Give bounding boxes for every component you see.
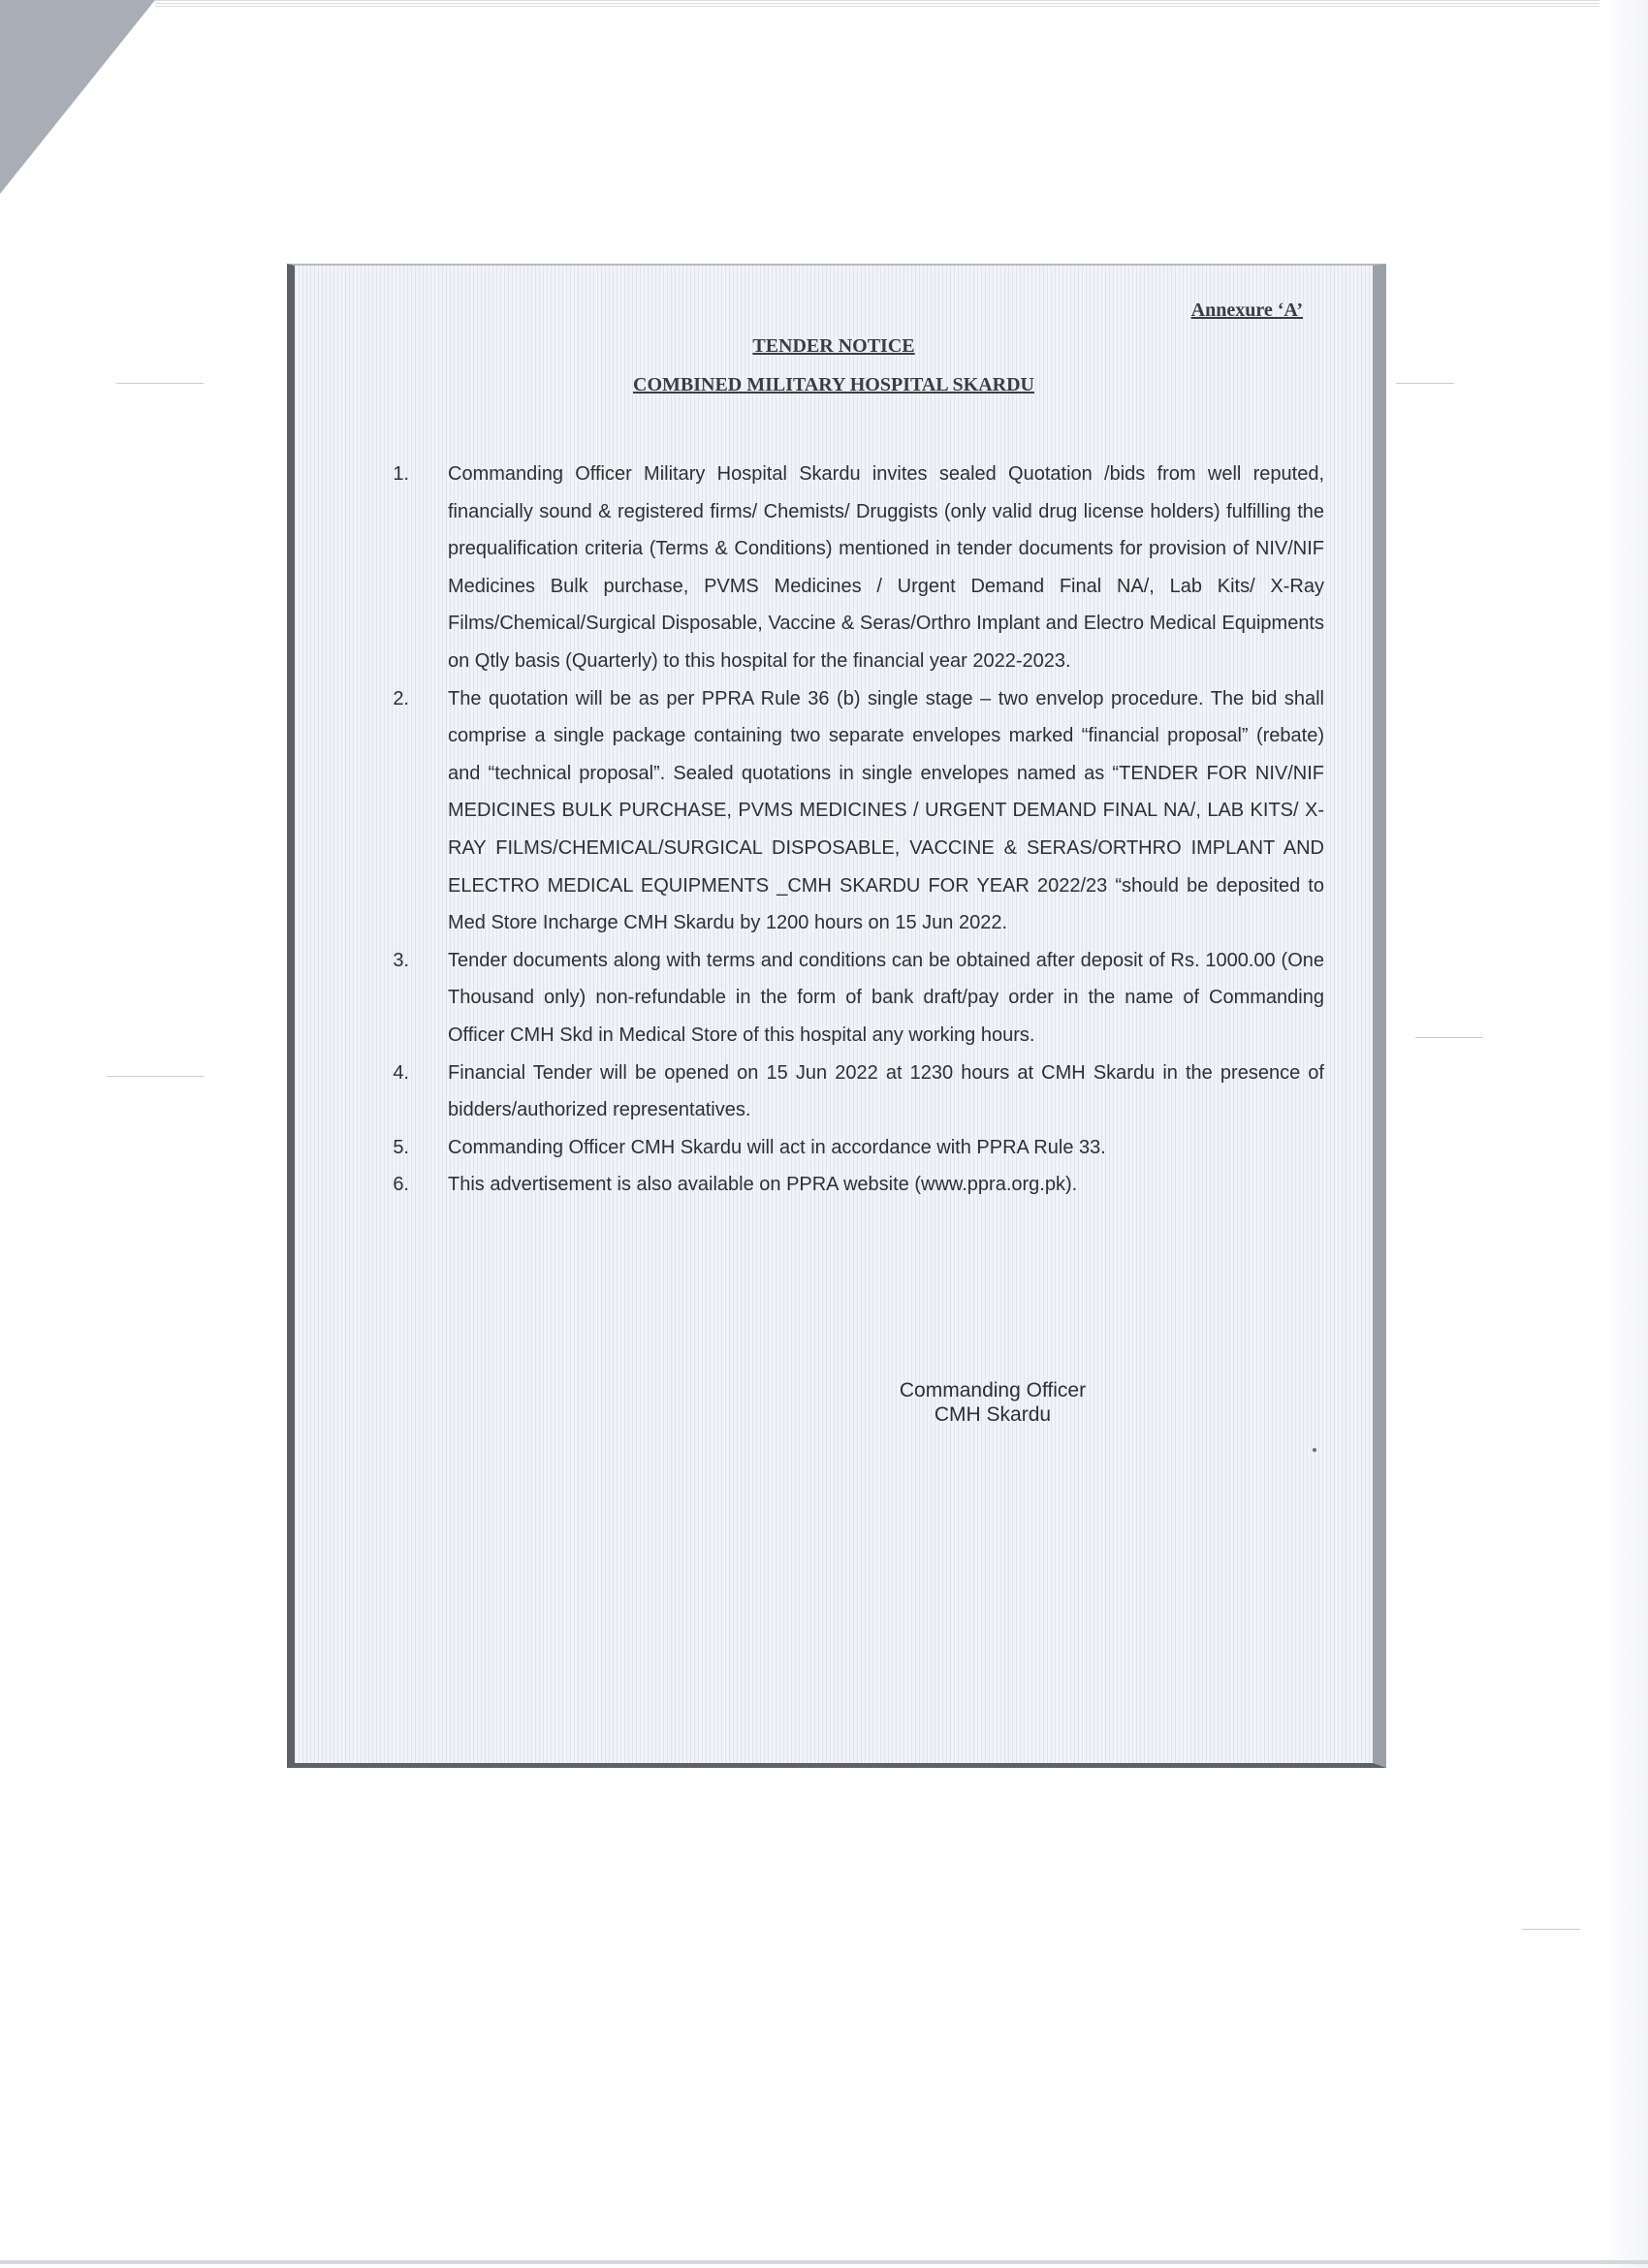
- notice-item-6: [382, 1166, 1324, 1204]
- item-text: The quotation will be as per PPRA Rule 36 (b) single stage – two envelop procedure. The bid shall comprise a single package containing two separate envelopes marked “financial proposal” (rebate) and “technical proposal”. Sealed quotations in single envelopes named as “TENDER FOR NIV/NIF MEDICINES BULK PURCHASE, PVMS MEDICINES / URGENT DEMAND FINAL NA/, LAB KITS/ X-RAY FILMS/CHEMICAL/SURGICAL DISPOSABLE, VACCINE & SERAS/ORTHRO IMPLANT AND ELECTRO MEDICAL EQUIPMENTS _CMH SKARDU FOR YEAR 2022/23 “should be deposited to Med Store Incharge CMH Skardu by 1200 hours on 15 Jun 2022.: [448, 687, 1324, 934]
- notice-item-5: [382, 1129, 1324, 1167]
- item-text: Tender documents along with terms and conditions can be obtained after deposit of Rs. 1000.00 (One Thousand only) non-refundable in the form of bank draft/pay order in the name of Commanding Officer CMH Skd in Medical Store of this hospital any working hours.: [448, 949, 1324, 1046]
- scan-line: [1396, 383, 1454, 384]
- folded-corner: [0, 0, 155, 194]
- annexure-label: Annexure ‘A’: [1190, 299, 1303, 321]
- scan-line: [1415, 1037, 1483, 1038]
- item-number: 3.: [393, 949, 409, 971]
- signature-block: [896, 1378, 1090, 1427]
- item-number: 4.: [393, 1061, 409, 1084]
- item-text: Financial Tender will be opened on 15 Jun 2022 at 1230 hours at CMH Skardu in the presence of bidders/authorized representatives.: [448, 1061, 1324, 1121]
- scan-top-edge: [155, 0, 1648, 8]
- item-text: Commanding Officer Military Hospital Skardu invites sealed Quotation /bids from well reputed, financially sound & registered firms/ Chemists/ Druggists (only valid drug license holders) fulfilling the prequalification criteria (Terms & Conditions) mentioned in tender documents for provision of NIV/NIF Medicines Bulk purchase, PVMS Medicines / Urgent Demand Final NA/, Lab Kits/ X-Ray Films/Chemical/Surgical Disposable, Vaccine & Seras/Orthro Implant and Electro Medical Equipments on Qtly basis (Quarterly) to this hospital for the financial year 2022-2023.: [448, 463, 1324, 672]
- notice-subtitle: COMBINED MILITARY HOSPITAL SKARDU: [633, 374, 1034, 395]
- scan-bottom-edge: [0, 2260, 1648, 2264]
- signature-title: Commanding Officer: [899, 1379, 1087, 1402]
- notice-item-1: [382, 456, 1324, 680]
- scan-line: [107, 1076, 204, 1077]
- scan-speck: [1313, 1448, 1316, 1452]
- scan-right-edge: [1600, 0, 1648, 2268]
- item-number: 2.: [393, 687, 409, 709]
- notice-item-2: [382, 680, 1324, 942]
- scan-line: [116, 383, 204, 384]
- item-text: This advertisement is also available on PPRA website (www.ppra.org.pk).: [448, 1174, 1078, 1196]
- notice-item-4: [382, 1055, 1324, 1129]
- item-number: 1.: [393, 463, 409, 485]
- tender-notice-page: [287, 264, 1386, 1768]
- notice-item-3: [382, 942, 1324, 1055]
- scan-line: [1522, 1929, 1580, 1930]
- notice-title: TENDER NOTICE: [752, 335, 915, 357]
- notice-items: [382, 456, 1324, 1204]
- signature-unit: CMH Skardu: [934, 1403, 1052, 1426]
- item-number: 6.: [393, 1174, 409, 1196]
- item-text: Commanding Officer CMH Skardu will act in accordance with PPRA Rule 33.: [448, 1136, 1106, 1158]
- item-number: 5.: [393, 1136, 409, 1158]
